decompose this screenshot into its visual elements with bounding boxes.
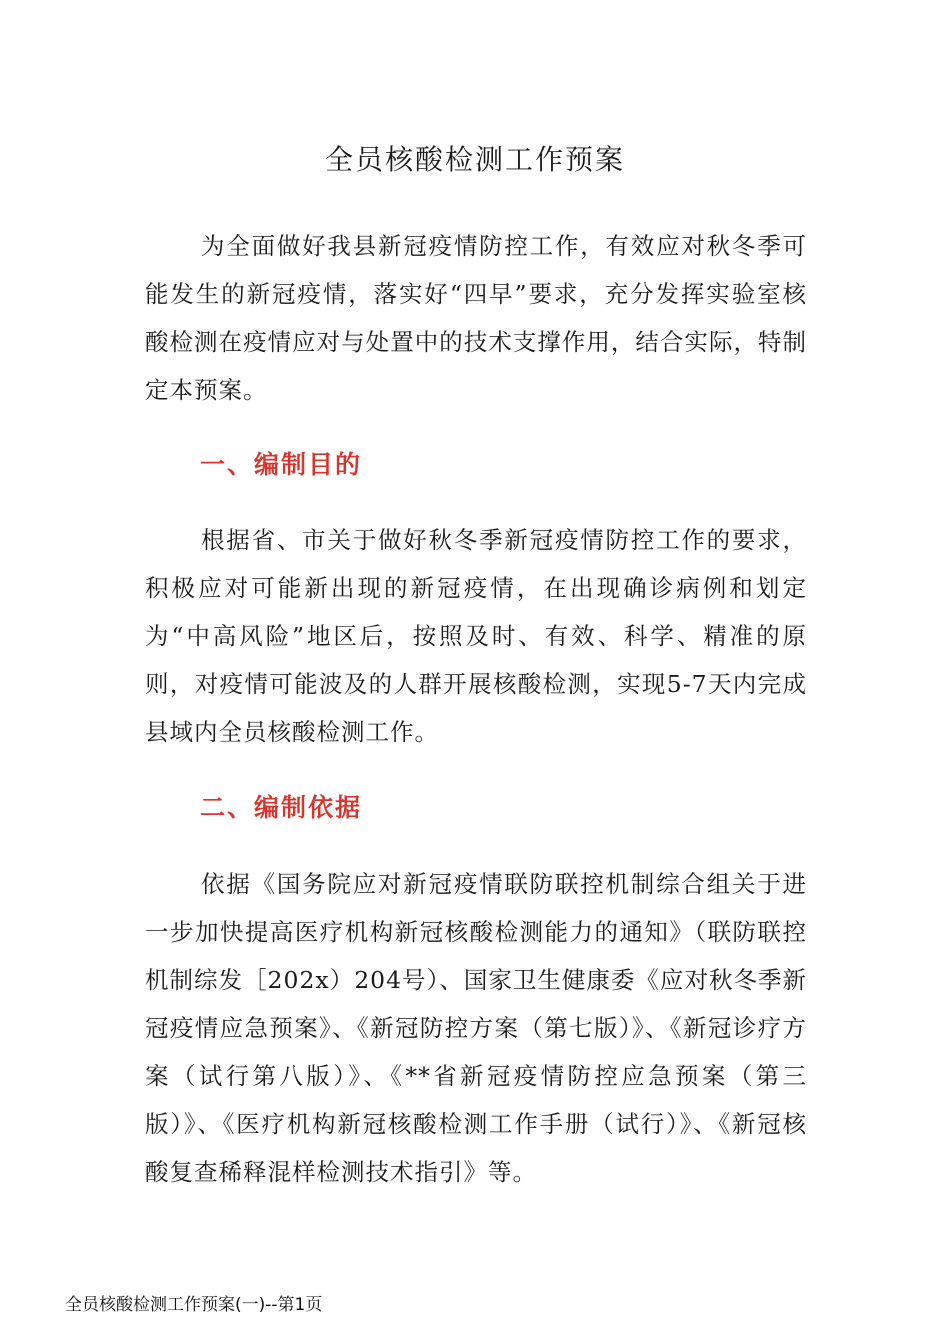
- section-body-basis: 依据《国务院应对新冠疫情联防联控机制综合组关于进一步加快提高医疗机构新冠核酸检测能力的通知》（联防联控机制综发［202x）204号）、国家卫生健康委《应对秋冬季新冠疫情应急预案》、《新冠防控方案（第七版）》、《新冠诊疗方案（试行第八版）》、《**省新冠疫情防控应急预案（第三版）》、《医疗机构新冠核酸检测工作手册（试行）》、《新冠核酸复查稀释混样检测技术指引》等。: [145, 870, 807, 1186]
- page-footer: 全员核酸检测工作预案(一)--第1页: [65, 1295, 323, 1315]
- intro-paragraph: 为全面做好我县新冠疫情防控工作，有效应对秋冬季可能发生的新冠疫情，落实好“四早”要求，充分发挥实验室核酸检测在疫情应对与处置中的技术支撑作用，结合实际，特制定本预案。: [145, 232, 807, 404]
- section-body-purpose: 根据省、市关于做好秋冬季新冠疫情防控工作的要求，积极应对可能新出现的新冠疫情，在出现确诊病例和划定为“中高风险”地区后，按照及时、有效、科学、精准的原则，对疫情可能波及的人群开展核酸检测，实现5-7天内完成县域内全员核酸检测工作。: [145, 526, 807, 746]
- section-heading-basis: 二、编制依据: [200, 793, 363, 822]
- document-title: 全员核酸检测工作预案: [324, 143, 625, 176]
- section-heading-purpose: 一、编制目的: [200, 450, 363, 479]
